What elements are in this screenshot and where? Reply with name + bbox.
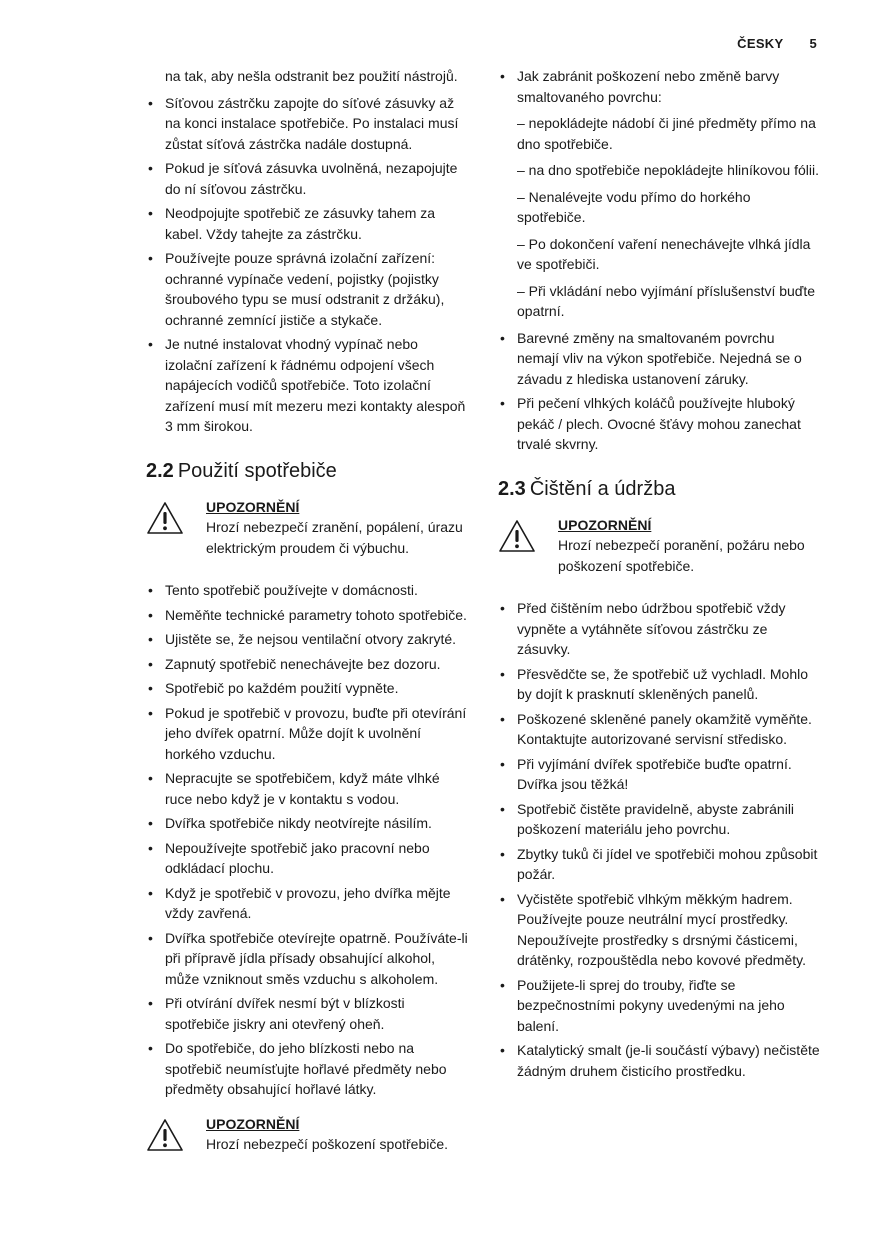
- warning-text: Hrozí nebezpečí poranění, požáru nebo poškození spotřebiče.: [558, 537, 805, 574]
- header-language: ČESKY: [737, 36, 784, 51]
- section-number: 2.3: [498, 477, 526, 500]
- page-number: 5: [809, 36, 817, 51]
- warning-title: UPOZORNĚNÍ: [206, 498, 300, 515]
- list-item: • Při pečení vlhkých koláčů používejte hluboký pekáč / plech. Ovocné šťávy mohou zanechat trvalé skvrny.: [498, 393, 820, 455]
- list-item: [498, 66, 820, 322]
- warning-triangle-icon: [498, 519, 536, 553]
- list-item: • Přesvědčte se, že spotřebič už vychladl. Mohlo by dojít k prasknutí skleněných panelů.: [498, 664, 820, 705]
- sub-item: – Po dokončení vaření nenechávejte vlhká jídla ve spotřebiči.: [517, 235, 811, 272]
- warning-title: UPOZORNĚNÍ: [558, 516, 652, 533]
- list-item: • Vyčistěte spotřebič vlhkým měkkým hadrem. Používejte pouze neutrální mycí prostředky. Nepoužívejte prostředky s drsnými částicemi, drátěnky, rozpouštědla nebo kovové předměty.: [498, 889, 820, 971]
- bullet-list: [498, 598, 820, 1081]
- list-item: • Barevné změny na smaltovaném povrchu nemají vliv na výkon spotřebiče. Nejedná se o závadu z hlediska ustanovení záruky.: [498, 328, 820, 390]
- continued-paragraph: na tak, aby nešla odstranit bez použití nástrojů.: [165, 68, 458, 84]
- list-item: • Když je spotřebič v provozu, jeho dvířka mějte vždy zavřená.: [146, 883, 468, 924]
- list-item: • Neodpojujte spotřebič ze zásuvky tahem za kabel. Vždy tahejte za zástrčku.: [146, 203, 468, 244]
- list-item: • Spotřebič po každém použití vypněte.: [146, 678, 468, 699]
- page-header: [737, 36, 817, 51]
- list-item: • Pokud je spotřebič v provozu, buďte při otevírání jeho dvířek opatrní. Může dojít k uvolnění horkého vzduchu.: [146, 703, 468, 765]
- list-item: • Síťovou zástrčku zapojte do síťové zásuvky až na konci instalace spotřebiče. Po instalaci musí zůstat síťová zástrčka nadále dostupná.: [146, 93, 468, 155]
- bullet-list: [146, 580, 468, 1100]
- sub-item: – nepokládejte nádobí či jiné předměty přímo na dno spotřebiče.: [517, 115, 816, 152]
- list-item: • Spotřebič čistěte pravidelně, abyste zabránili poškození materiálu jeho povrchu.: [498, 799, 820, 840]
- enamel-heading: Jak zabránit poškození nebo změně barvy smaltovaného povrchu:: [517, 68, 780, 105]
- list-item: • Poškozené skleněné panely okamžitě vyměňte. Kontaktujte autorizované servisní středisko.: [498, 709, 820, 750]
- left-column: [146, 66, 468, 1158]
- list-item: • Dvířka spotřebiče otevírejte opatrně. Používáte-li při přípravě jídla přísady obsahující alkohol, může vzniknout směs vzduchu s alkoholem.: [146, 928, 468, 990]
- warning-triangle-icon: [146, 501, 184, 535]
- list-item: • Nepoužívejte spotřebič jako pracovní nebo odkládací plochu.: [146, 838, 468, 879]
- warning-text: Hrozí nebezpečí zranění, popálení, úrazu elektrickým proudem či výbuchu.: [206, 519, 463, 556]
- list-item: • Ujistěte se, že nejsou ventilační otvory zakryté.: [146, 629, 468, 650]
- sub-list: [517, 113, 820, 322]
- list-item: • Použijete-li sprej do trouby, řiďte se bezpečnostními pokyny uvedenými na jeho balení.: [498, 975, 820, 1037]
- list-item: • Nepracujte se spotřebičem, když máte vlhké ruce nebo když je v kontaktu s vodou.: [146, 768, 468, 809]
- warning-box: [498, 515, 820, 577]
- list-item: • Dvířka spotřebiče nikdy neotvírejte násilím.: [146, 813, 468, 834]
- section-heading-2-3: [498, 477, 820, 501]
- bullet-list: [498, 66, 820, 455]
- sub-item: – na dno spotřebiče nepokládejte hliníkovou fólii.: [517, 162, 819, 178]
- list-item: • Katalytický smalt (je-li součástí výbavy) nečistěte žádným druhem čisticího prostředku.: [498, 1040, 820, 1081]
- warning-box: [146, 497, 468, 559]
- warning-text: Hrozí nebezpečí poškození spotřebiče.: [206, 1136, 449, 1152]
- list-item: • Zbytky tuků či jídel ve spotřebiči mohou způsobit požár.: [498, 844, 820, 885]
- warning-title: UPOZORNĚNÍ: [206, 1115, 300, 1132]
- list-item: • Používejte pouze správná izolační zařízení: ochranné vypínače vedení, pojistky (pojistky šroubového typu se musí odstranit z držáku), ochranné zemnící jističe a stykače.: [146, 248, 468, 330]
- sub-item: – Při vkládání nebo vyjímání příslušenství buďte opatrní.: [517, 282, 816, 319]
- section-title: Použití spotřebiče: [177, 459, 337, 482]
- right-column: [498, 66, 820, 1085]
- section-heading-2-2: [146, 459, 468, 483]
- list-item: • Při vyjímání dvířek spotřebiče buďte opatrní. Dvířka jsou těžká!: [498, 754, 820, 795]
- warning-box: [146, 1114, 468, 1158]
- warning-triangle-icon: [146, 1118, 184, 1152]
- sub-item: – Nenalévejte vodu přímo do horkého spotřebiče.: [517, 188, 751, 225]
- list-item: • Pokud je síťová zásuvka uvolněná, nezapojujte do ní síťovou zástrčku.: [146, 158, 468, 199]
- section-title: Čištění a údržba: [529, 477, 676, 500]
- list-item: • Před čištěním nebo údržbou spotřebič vždy vypněte a vytáhněte síťovou zástrčku ze zásuvky.: [498, 598, 820, 660]
- list-item: • Tento spotřebič používejte v domácnosti.: [146, 580, 468, 601]
- list-item: • Zapnutý spotřebič nenechávejte bez dozoru.: [146, 654, 468, 675]
- list-item: • Do spotřebiče, do jeho blízkosti nebo na spotřebič neumísťujte hořlavé předměty nebo předměty obsahující hořlavé látky.: [146, 1038, 468, 1100]
- list-item: • Neměňte technické parametry tohoto spotřebiče.: [146, 605, 468, 626]
- section-number: 2.2: [146, 459, 174, 482]
- list-item: • Je nutné instalovat vhodný vypínač nebo izolační zařízení k řádnému odpojení všech napájecích vodičů spotřebiče. Toto izolační zařízení musí mít mezeru mezi kontakty alespoň 3 mm širokou.: [146, 334, 468, 437]
- list-item: • Při otvírání dvířek nesmí být v blízkosti spotřebiče jiskry ani otevřený oheň.: [146, 993, 468, 1034]
- bullet-list: [146, 93, 468, 437]
